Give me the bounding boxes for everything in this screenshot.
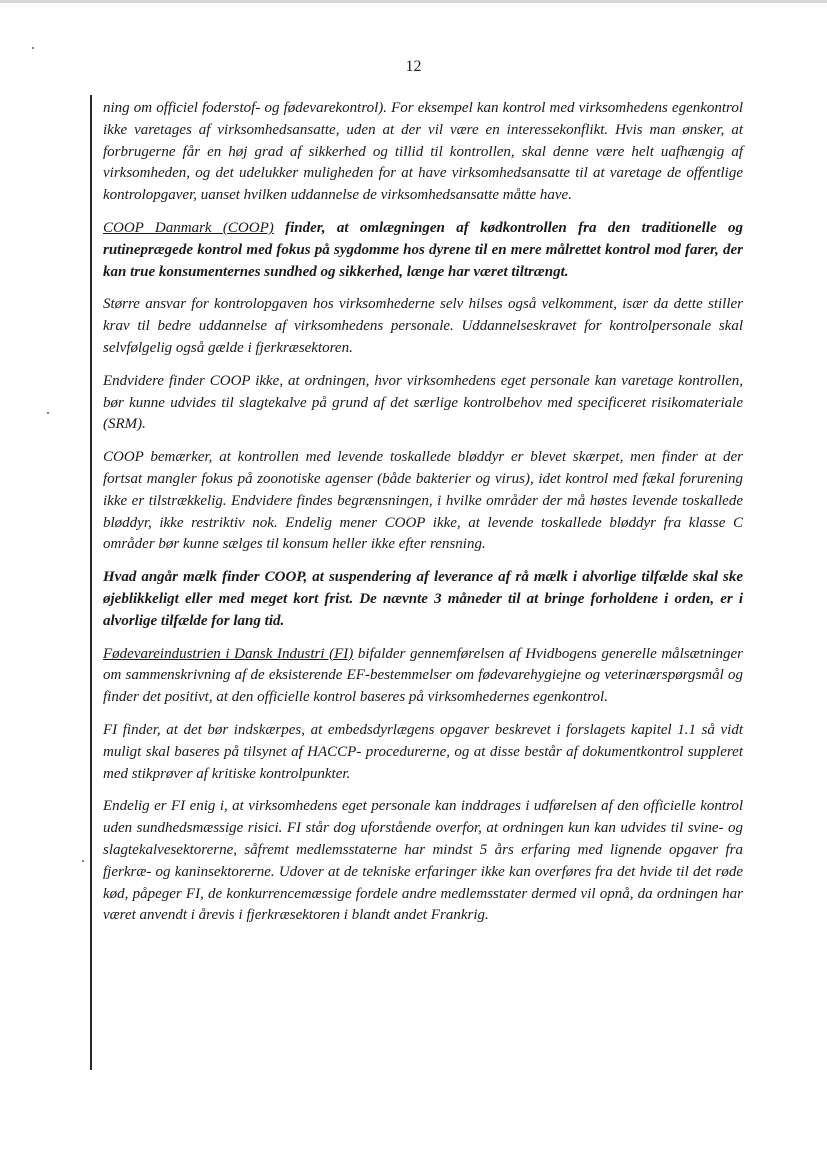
paragraph	[103, 98, 743, 207]
paragraph	[103, 644, 743, 709]
text-run: Endvidere finder COOP ikke, at ordningen, hvor virksomhedens eget personale kan varetage kontrollen, bør kunne udvides til slagtekalve på grund af det særlige kontrolbehov med specificeret risikomateriale (SRM).	[103, 372, 743, 433]
text-run: finder, at omlægningen af kødkontrollen fra den traditionelle og rutineprægede kontrol med fokus på sygdomme hos dyrene til en mere målrettet kontrol mod farer, der kan true konsumenternes sundhed og sikkerhed, længe har været tiltrængt.	[103, 219, 744, 280]
scan-speck	[32, 47, 34, 49]
paragraph	[103, 294, 743, 359]
paragraph	[103, 447, 743, 556]
text-run: ning om officiel foderstof- og fødevarekontrol). For eksempel kan kontrol med virksomhedens egenkontrol ikke varetages af virksomhedsansatte, uden at der vil være en interessekonflikt. Hvis man ønsker, at forbrugerne får en høj grad af sikkerhed og tillid til kontrollen, skal denne være helt uafhængig af virksomheden, og det udelukker muligheden for at have virksomhedsansatte til at varetage de offentlige kontrolopgaver, uanset hvilken uddannelse de virksomhedsansatte måtte have.	[103, 100, 743, 204]
page-top-edge	[0, 0, 827, 3]
underlined-organization-name: COOP Danmark (COOP)	[103, 219, 274, 236]
paragraph	[103, 218, 743, 283]
text-run: bifalder gennemførelsen af Hvidbogens generelle målsætninger om sammenskrivning af de eksisterende EF-bestemmelser om fødevarehygiejne og veterinærspørgsmål og finder det positivt, at den officielle kontrol baseres på virksomhedernes egenkontrol.	[103, 645, 743, 706]
text-run: Hvad angår mælk finder COOP, at suspendering af leverance af rå mælk i alvorlige tilfælde skal ske øjeblikkeligt eller med meget kort frist. De nævnte 3 måneder til at bringe forholdene i orden, er i alvorlige tilfælde for lang tid.	[103, 569, 743, 629]
paragraph	[103, 796, 743, 927]
margin-change-bar	[90, 95, 92, 1070]
document-body	[103, 98, 743, 938]
paragraph	[103, 567, 743, 632]
text-run: FI finder, at det bør indskærpes, at embedsdyrlægens opgaver beskrevet i forslagets kapitel 1.1 så vidt muligt skal baseres på tilsynet af HACCP- procedurerne, og at disse består af dokumentkontrol suppleret med stikprøver af kritiske kontrolpunkter.	[103, 721, 743, 782]
underlined-organization-name: Fødevareindustrien i Dansk Industri (FI)	[103, 645, 354, 662]
page-number: 12	[405, 58, 422, 75]
scan-speck	[82, 860, 84, 862]
text-run: COOP bemærker, at kontrollen med levende toskallede bløddyr er blevet skærpet, men finder at der fortsat mangler fokus på zoonotiske agenser (både bakterier og virus), idet kontrol med fækal forurening ikke er tilstrækkelig. Endvidere findes begrænsningen, i hvilke områder der må høstes levende toskallede bløddyr, ikke restriktiv nok. Endelig mener COOP ikke, at levende toskallede bløddyr fra klasse C områder bør kunne sælges til konsum heller ikke efter rensning.	[103, 449, 743, 553]
paragraph	[103, 371, 743, 436]
text-run: Større ansvar for kontrolopgaven hos virksomhederne selv hilses også velkomment, især da dette stiller krav til bedre uddannelse af virksomhedens personale. Uddannelseskravet for kontrolpersonale skal selvfølgelig også gælde i fjerkræsektoren.	[103, 296, 743, 356]
text-run: Endelig er FI enig i, at virksomhedens eget personale kan inddrages i udførelsen af den officielle kontrol uden sundhedsmæssige risici. FI står dog uforstående overfor, at ordningen kun kan udvides til svine- og slagtekalvesektorerne, såfremt medlemsstaterne har mindst 5 års erfaring med lignende opgaver fra fjerkræ- og kaninsektorerne. Udover at de tekniske erfaringer ikke kan overføres fra det hvide til det røde kød, påpeger FI, de konkurrencemæssige fordele andre medlemsstater dermed vil opnå, da ordningen har været anvendt i årevis i fjerkræsektoren i blandt andet Frankrig.	[103, 798, 743, 924]
paragraph	[103, 720, 743, 785]
scan-speck	[47, 412, 49, 414]
